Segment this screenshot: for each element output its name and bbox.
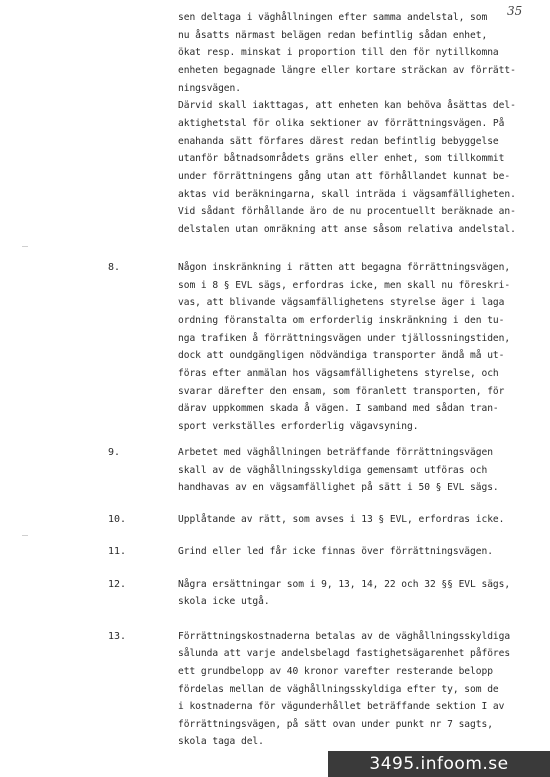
- text-line: ökat resp. minskat i proportion till den för nytillkomna: [178, 47, 499, 58]
- text-line: under förrättningens gång utan att förhållandet kunnat be-: [178, 171, 511, 182]
- text-line: delstalen utan omräkning att anse såsom relativa andelstal.: [178, 224, 516, 235]
- section-number: 10.: [108, 514, 127, 525]
- page-number: 35: [507, 4, 523, 18]
- section-number: 9.: [108, 447, 121, 458]
- section-number: 12.: [108, 579, 127, 590]
- text-line: Några ersättningar som i 9, 13, 14, 22 och 32 §§ EVL sägs,: [178, 579, 511, 590]
- text-line: fördelas mellan de väghållningsskyldiga efter ty, som de: [178, 684, 499, 695]
- text-line: skall av de väghållningsskyldiga gemensamt utföras och: [178, 465, 488, 476]
- text-line: utanför båtnadsområdets gräns eller enhet, som tillkommit: [178, 153, 505, 164]
- margin-mark: [22, 246, 28, 247]
- text-line: aktighetstal för olika sektioner av förrättningsvägen. På: [178, 118, 505, 129]
- text-line: vas, att blivande vägsamfällighetens styrelse äger i laga: [178, 297, 505, 308]
- text-line: Någon inskränkning i rätten att begagna förrättningsvägen,: [178, 262, 511, 273]
- site-watermark: 3495.infoom.se: [328, 751, 550, 777]
- text-line: svarar därefter den ensam, som föranlett transporten, för: [178, 386, 505, 397]
- text-line: Upplåtande av rätt, som avses i 13 § EVL, erfordras icke.: [178, 514, 505, 525]
- text-line: nu åsatts närmast belägen redan befintlig sådan enhet,: [178, 30, 488, 41]
- text-line: Därvid skall iakttagas, att enheten kan behöva åsättas del-: [178, 100, 516, 111]
- text-line: ordning föranstalta om erforderlig inskränkning i den tu-: [178, 315, 505, 326]
- text-line: dock att oundgängligen nödvändiga transporter ändå må ut-: [178, 350, 505, 361]
- text-line: handhavas av en vägsamfällighet på sätt i 50 § EVL sägs.: [178, 482, 499, 493]
- text-line: föras efter anmälan hos vägsamfällighetens styrelse, och: [178, 368, 499, 379]
- text-line: sålunda att varje andelsbelagd fastighetsägarenhet påföres: [178, 648, 511, 659]
- text-line: enahanda sätt förfares därest redan befintlig bebyggelse: [178, 136, 499, 147]
- text-line: i kostnaderna för vägunderhållet beträffande sektion I av: [178, 701, 505, 712]
- text-line: enheten begagnade längre eller kortare sträckan av förrätt-: [178, 65, 516, 76]
- text-line: förrättningsvägen, på sätt ovan under punkt nr 7 sagts,: [178, 719, 493, 730]
- text-line: därav uppkommen skada å vägen. I samband med sådan tran-: [178, 403, 499, 414]
- text-line: sen deltaga i väghållningen efter samma andelstal, som: [178, 12, 488, 23]
- text-line: Vid sådant förhållande äro de nu procentuellt beräknade an-: [178, 206, 516, 217]
- text-line: ningsvägen.: [178, 83, 241, 94]
- text-line: Förrättningskostnaderna betalas av de väghållningsskyldiga: [178, 631, 511, 642]
- text-line: Arbetet med väghållningen beträffande förrättningsvägen: [178, 447, 493, 458]
- text-line: skola icke utgå.: [178, 596, 270, 607]
- text-line: skola taga del.: [178, 736, 264, 747]
- text-line: ett grundbelopp av 40 kronor varefter resterande belopp: [178, 666, 493, 677]
- text-line: Grind eller led får icke finnas över förrättningsvägen.: [178, 546, 493, 557]
- section-number: 11.: [108, 546, 127, 557]
- text-line: sport verkställes erforderlig vägavsyning.: [178, 421, 419, 432]
- margin-mark: [22, 535, 28, 536]
- section-number: 8.: [108, 262, 121, 273]
- text-line: aktas vid beräkningarna, skall inträda i vägsamfälligheten.: [178, 189, 516, 200]
- text-line: som i 8 § EVL sägs, erfordras icke, men skall nu föreskri-: [178, 280, 511, 291]
- text-line: nga trafiken å förrättningsvägen under tjällossningstiden,: [178, 333, 511, 344]
- section-number: 13.: [108, 631, 127, 642]
